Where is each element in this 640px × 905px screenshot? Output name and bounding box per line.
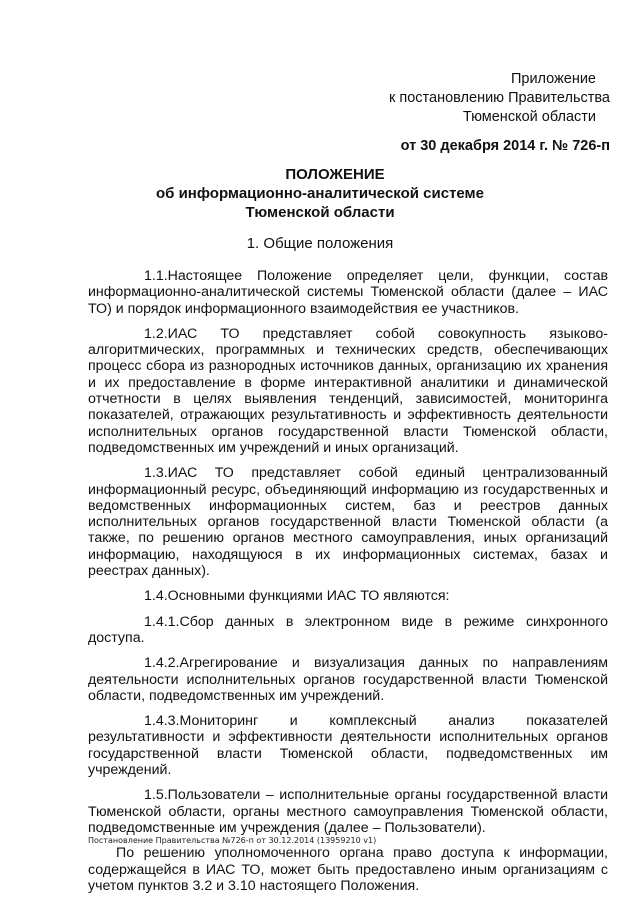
appendix-region: Тюменской области [462,109,596,125]
paragraph-text: Основными функциями ИАС ТО являются: [167,588,450,605]
paragraph-number: 1.4.2. [144,655,180,672]
document-body [88,268,608,903]
paragraph-number: 1.5. [144,787,168,804]
paragraph-text: Сбор данных в электронном виде в режиме синхронного доступа. [88,613,608,646]
paragraph [88,268,608,317]
paragraph [88,713,608,778]
paragraph-text: Агрегирование и визуализация данных по направлениям деятельности исполнительных органов государственной власти Тюменской области, подведомственных им учреждений. [88,655,608,704]
paragraph-text: Пользователи – исполнительные органы государственной власти Тюменской области, органы местного самоуправления Тюменской области, подведомственные им учреждения (далее – Пользователи). [88,787,608,836]
paragraph-number: 1.4. [144,588,168,605]
paragraph [88,787,608,836]
appendix-resolution-ref: к постановлению Правительства [389,90,610,106]
paragraph-text: По решению уполномоченного органа право доступа к информации, содержащейся в ИАС ТО, может быть предоставлено иным организациям с учетом пунктов 3.2 и 3.10 настоящего Положения. [88,845,608,894]
paragraph-number: 1.1. [144,268,168,284]
paragraph [88,326,608,456]
paragraph [88,465,608,579]
page-footer: Постановление Правительства №726-п от 30.12.2014 (13959210 v1) [88,836,377,845]
title-line-1: ПОЛОЖЕНИЕ [285,166,385,183]
appendix-label: Приложение [510,71,596,87]
document-title [0,165,640,222]
paragraph-number: 1.3. [144,465,168,482]
paragraph [88,655,608,704]
paragraph-number: 1.2. [144,325,168,342]
paragraph [88,588,608,604]
appendix-header [350,70,610,156]
paragraph-text: Настоящее Положение определяет цели, функции, состав информационно-аналитической системы Тюменской области (далее – ИАС ТО) и порядок информационного взаимодействия ее участников. [88,268,608,317]
title-line-3: Тюменской области [245,204,395,221]
paragraph-number: 1.4.3. [144,713,180,730]
title-line-2: об информационно-аналитической системе [155,185,484,202]
paragraph-text: ИАС ТО представляет собой совокупность языково-алгоритмических, программных и технических средств, обеспечивающих процесс сбора из разнородных источников данных, организацию их хранения и их предоставление в форме интерактивной аналитики и динамической отчетности в целях выявления тенденций, зависимостей, мониторинга показателей, отражающих результативность и эффективность деятельности исполнительных органов государственной власти Тюменской области, подведомственных им учреждений и иных организаций. [88,325,608,456]
paragraph-number: 1.4.1. [144,613,180,630]
paragraph-text: ИАС ТО представляет собой единый централизованный информационный ресурс, объединяющий информацию из государственных и ведомственных информационных систем, баз и реестров данных исполнительных органов государственной власти Тюменской области (а также, по решению органов местного самоуправления, иных организаций информацию, находящуюся в их информационных системах, базах и реестрах данных). [88,465,608,580]
section-heading: 1. Общие положения [246,235,394,252]
paragraph [88,845,608,894]
paragraph-text: Мониторинг и комплексный анализ показателей результативности и эффективности деятельности исполнительных органов государственной власти Тюменской области, подведомственных им учреждений. [88,713,608,779]
appendix-date-number: от 30 декабря 2014 г. № 726-п [400,138,610,154]
paragraph [88,614,608,647]
